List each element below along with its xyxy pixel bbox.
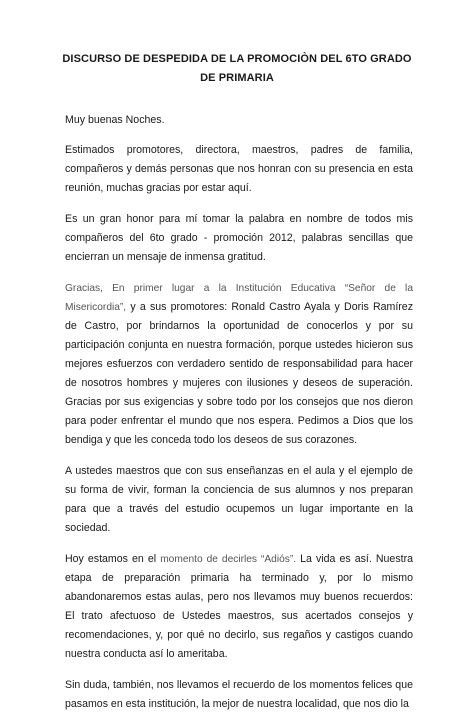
paragraph-gracias xyxy=(65,279,413,450)
paragraph-adios-highlight: momento de decirles “Adiós”. xyxy=(160,554,297,565)
paragraph-recuerdo: Sin duda, también, nos llevamos el recuerdo de los momentos felices que pasamos en esta institución, la mejor de nuestra localidad, que nos dio la xyxy=(65,679,413,710)
document-body xyxy=(65,111,413,726)
paragraph-adios-text: La vida es así. Nuestra etapa de preparación primaria ha terminado y, por lo mismo abandonaremos estas aulas, pero nos llevamos muy buenos recuerdos: El trato afectuoso de Ustedes maestros, sus acertados consejos y recomendaciones, y, por qué no decirlo, sus regaños y castigos cuando nuestra conducta así lo ameritaba. xyxy=(65,553,413,660)
greeting-paragraph: Muy buenas Noches. xyxy=(65,114,165,126)
document-title: DISCURSO DE DESPEDIDA DE LA PROMOCIÒN DEL 6TO GRADO DE PRIMARIA xyxy=(62,53,412,84)
paragraph-gran-honor: Es un gran honor para mí tomar la palabra en nombre de todos mis compañeros del 6to grado - promoción 2012, palabras sencillas que encierran un mensaje de inmensa gratitud. xyxy=(65,213,413,263)
paragraph-adios xyxy=(65,550,413,664)
paragraph-adios-start: Hoy estamos en el xyxy=(65,553,161,565)
paragraph-gracias-text: y a sus promotores: Ronald Castro Ayala y Doris Ramírez de Castro, por brindarnos la oportunidad de conocerlos y por su participación conjunta en nuestra formación, porque ustedes hicieron sus mejores esfuerzos con verdadero sentido de responsabilidad para hacer de nosotros hombres y mujeres con ilusiones y deseos de superación. Gracias por sus exigencias y sobre todo por los consejos que nos dieron para poder enfrentar el mundo que nos espera. Pedimos a Dios que los bendiga y que les conceda todo los deseos de sus corazones. xyxy=(65,301,413,446)
paragraph-gracias-lead: Gracias, En primer lugar a la Institución Educativa “Señor de la Misericordia”, xyxy=(65,283,413,313)
paragraph-estimados: Estimados promotores, directora, maestros, padres de familia, compañeros y demás personas que nos honran con su presencia en esta reunión, muchas gracias por estar aquí. xyxy=(65,144,413,194)
paragraph-maestros: A ustedes maestros que con sus enseñanzas en el aula y el ejemplo de su forma de vivir, forman la conciencia de sus alumnos y nos preparan para que a través del estudio ocupemos un lugar importante en la sociedad. xyxy=(65,465,413,534)
